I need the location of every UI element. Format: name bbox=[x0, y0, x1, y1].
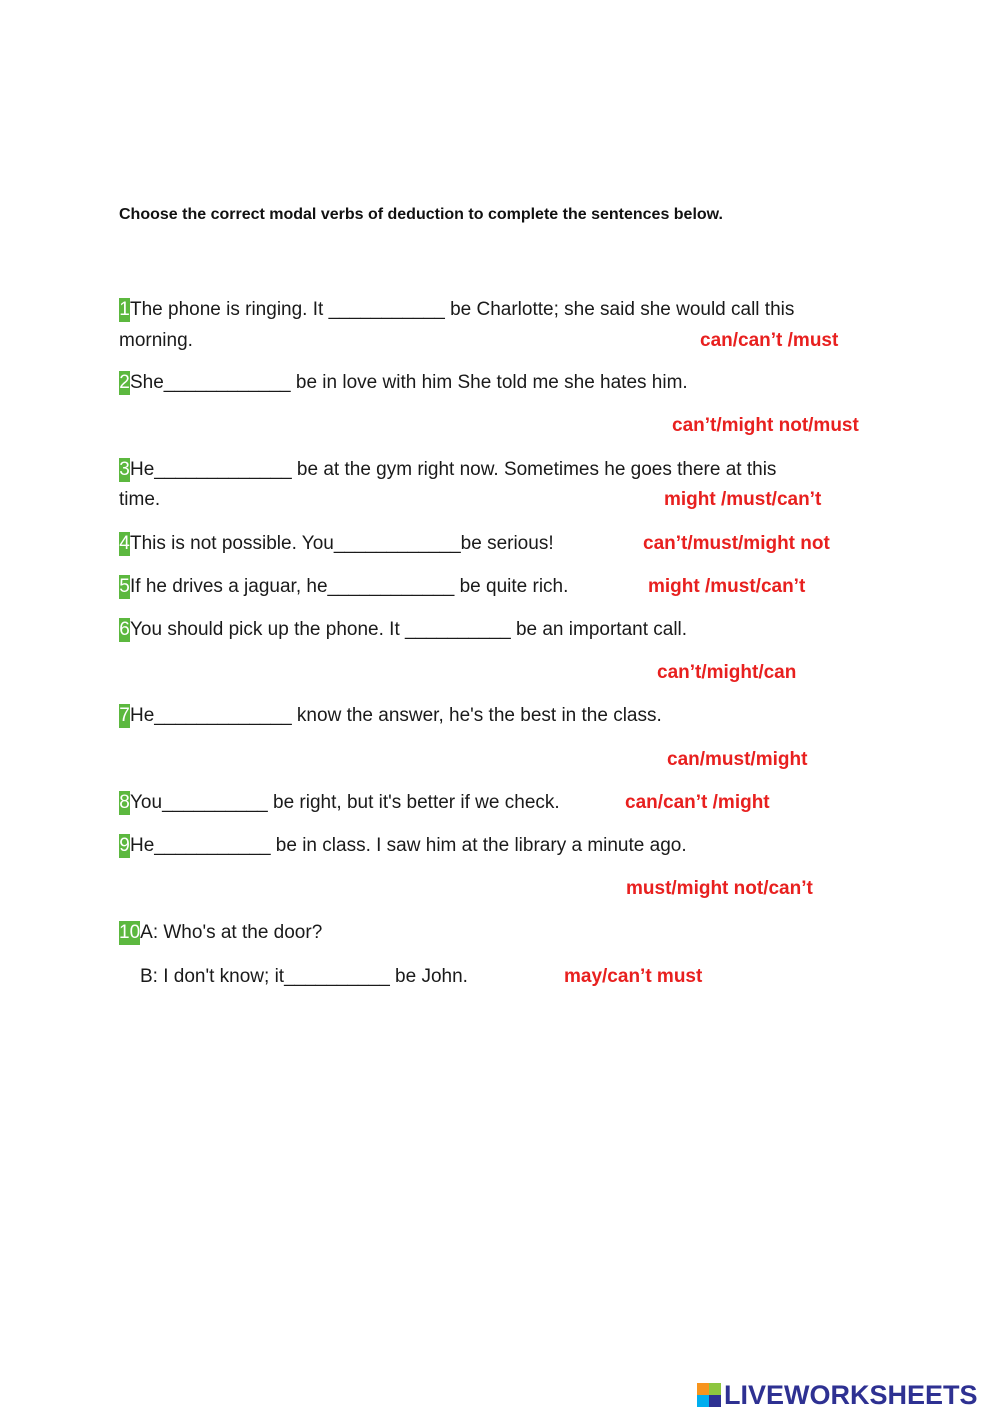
question-number: 3 bbox=[119, 459, 130, 480]
question-text: If he drives a jaguar, he____________ be quite rich. bbox=[130, 576, 569, 597]
options-9: must/might not/can’t bbox=[626, 878, 813, 899]
question-3-line-2: time. bbox=[119, 489, 161, 510]
options-7: can/must/might bbox=[667, 749, 808, 770]
question-number: 10 bbox=[119, 922, 141, 943]
options-2: can’t/might not/must bbox=[672, 415, 859, 436]
options-10: may/can’t must bbox=[564, 966, 703, 987]
question-text: This is not possible. You____________be serious! bbox=[130, 533, 554, 554]
question-number: 5 bbox=[119, 576, 130, 597]
question-text: A: Who's at the door? bbox=[140, 922, 323, 943]
options-5: might /must/can’t bbox=[648, 576, 806, 597]
question-5 bbox=[119, 575, 568, 599]
question-text: He_____________ be at the gym right now. Sometimes he goes there at this bbox=[130, 459, 777, 480]
options-4: can’t/must/might not bbox=[643, 533, 830, 554]
question-4 bbox=[119, 532, 554, 556]
logo-square-icon bbox=[697, 1395, 709, 1407]
logo-square-icon bbox=[709, 1395, 721, 1407]
options-3: might /must/can’t bbox=[664, 489, 822, 510]
question-1 bbox=[119, 298, 794, 322]
question-number: 2 bbox=[119, 372, 130, 393]
question-7 bbox=[119, 704, 662, 728]
question-text: You should pick up the phone. It __________ be an important call. bbox=[130, 619, 688, 640]
question-8 bbox=[119, 791, 560, 815]
liveworksheets-logo bbox=[697, 1378, 978, 1412]
question-6 bbox=[119, 618, 687, 642]
question-10 bbox=[119, 921, 322, 945]
question-number: 8 bbox=[119, 792, 130, 813]
instructions: Choose the correct modal verbs of deduction to complete the sentences below. bbox=[119, 206, 723, 223]
logo-text: LIVEWORKSHEETS bbox=[724, 1379, 978, 1410]
question-number: 9 bbox=[119, 835, 130, 856]
logo-mark-icon bbox=[697, 1383, 721, 1407]
options-6: can’t/might/can bbox=[657, 662, 797, 683]
question-text: She____________ be in love with him She told me she hates him. bbox=[130, 372, 688, 393]
question-number: 7 bbox=[119, 705, 130, 726]
question-text: The phone is ringing. It ___________ be Charlotte; she said she would call this bbox=[130, 299, 795, 320]
question-text: He___________ be in class. I saw him at the library a minute ago. bbox=[130, 835, 687, 856]
options-8: can/can’t /might bbox=[625, 792, 770, 813]
question-9 bbox=[119, 834, 687, 858]
question-text: He_____________ know the answer, he's the best in the class. bbox=[130, 705, 662, 726]
logo-square-icon bbox=[697, 1383, 709, 1395]
question-10-line-2: B: I don't know; it__________ be John. bbox=[140, 966, 468, 987]
options-1: can/can’t /must bbox=[700, 330, 839, 351]
question-text: You__________ be right, but it's better if we check. bbox=[130, 792, 560, 813]
question-2 bbox=[119, 371, 688, 395]
question-3 bbox=[119, 458, 776, 482]
question-number: 6 bbox=[119, 619, 130, 640]
question-1-line-2: morning. bbox=[119, 330, 193, 351]
question-number: 1 bbox=[119, 299, 130, 320]
question-number: 4 bbox=[119, 533, 130, 554]
logo-square-icon bbox=[709, 1383, 721, 1395]
